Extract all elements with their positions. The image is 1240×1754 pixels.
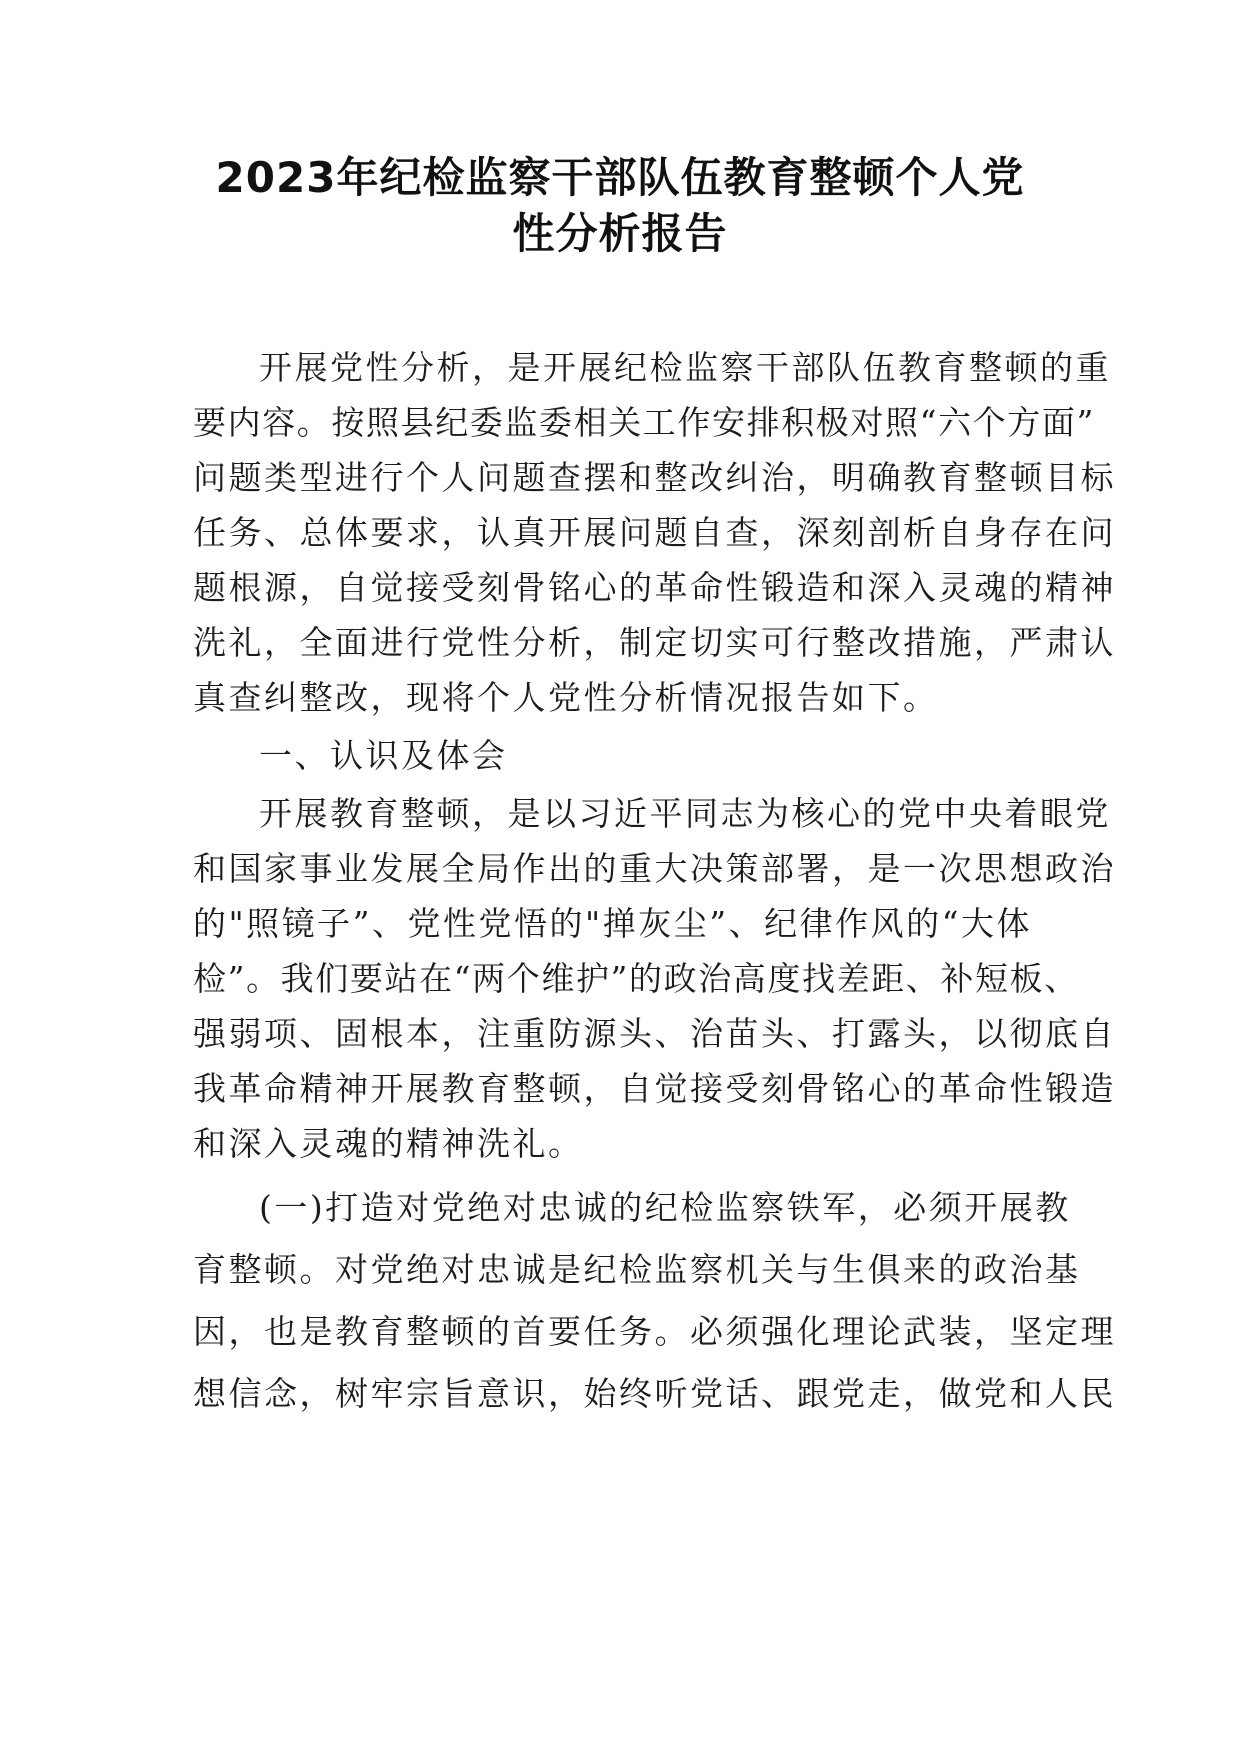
- paragraph-loyalty: [193, 1177, 1116, 1425]
- paragraph-understanding: [193, 786, 1116, 1171]
- paragraph-line: 想信念，树牢宗旨意识，始终听党话、跟党走，做党和人民: [193, 1374, 1116, 1413]
- paragraph-line: 要内容。按照县纪委监委相关工作安排积极对照“六个方面”: [193, 403, 1095, 442]
- paragraph-line: 我革命精神开展教育整顿，自觉接受刻骨铭心的革命性锻造: [193, 1069, 1116, 1108]
- section-heading: 一、认识及体会: [259, 736, 508, 775]
- title-line-1: 2023年纪检监察干部队伍教育整顿个人党: [215, 153, 1025, 202]
- paragraph-line: 任务、总体要求，认真开展问题自查，深刻剖析自身存在问: [193, 513, 1116, 552]
- paragraph-line: 育整顿。对党绝对忠诚是纪检监察机关与生俱来的政治基: [193, 1250, 1081, 1289]
- paragraph-intro: [193, 340, 1116, 725]
- paragraph-line: 真查纠整改，现将个人党性分析情况报告如下。: [193, 678, 939, 717]
- paragraph-line: 检”。我们要站在“两个维护”的政治高度找差距、补短板、: [193, 959, 1079, 998]
- paragraph-line: 开展教育整顿，是以习近平同志为核心的党中央着眼党: [259, 794, 1111, 833]
- paragraph-line: 因，也是教育整顿的首要任务。必须强化理论武装，坚定理: [193, 1312, 1116, 1351]
- paragraph-line: 开展党性分析，是开展纪检监察干部队伍教育整顿的重: [259, 348, 1111, 387]
- paragraph-line: 和深入灵魂的精神洗礼。: [193, 1124, 584, 1163]
- paragraph-line: 洗礼，全面进行党性分析，制定切实可行整改措施，严肃认: [193, 623, 1116, 662]
- paragraph-line: (一)打造对党绝对忠诚的纪检监察铁军，必须开展教: [259, 1188, 1071, 1227]
- paragraph-line: 强弱项、固根本，注重防源头、治苗头、打露头，以彻底自: [193, 1014, 1116, 1053]
- document-body: [193, 340, 1116, 1425]
- title-line-2: 性分析报告: [512, 209, 728, 258]
- paragraph-line: 问题类型进行个人问题查摆和整改纠治，明确教育整顿目标: [193, 458, 1116, 497]
- paragraph-line: 题根源，自觉接受刻骨铭心的革命性锻造和深入灵魂的精神: [193, 568, 1116, 607]
- paragraph-line: 的"照镜子”、党性党悟的"掸灰尘”、纪律作风的“大体: [193, 904, 1032, 943]
- document-title: [150, 150, 1090, 262]
- paragraph-line: 和国家事业发展全局作出的重大决策部署，是一次思想政治: [193, 849, 1116, 888]
